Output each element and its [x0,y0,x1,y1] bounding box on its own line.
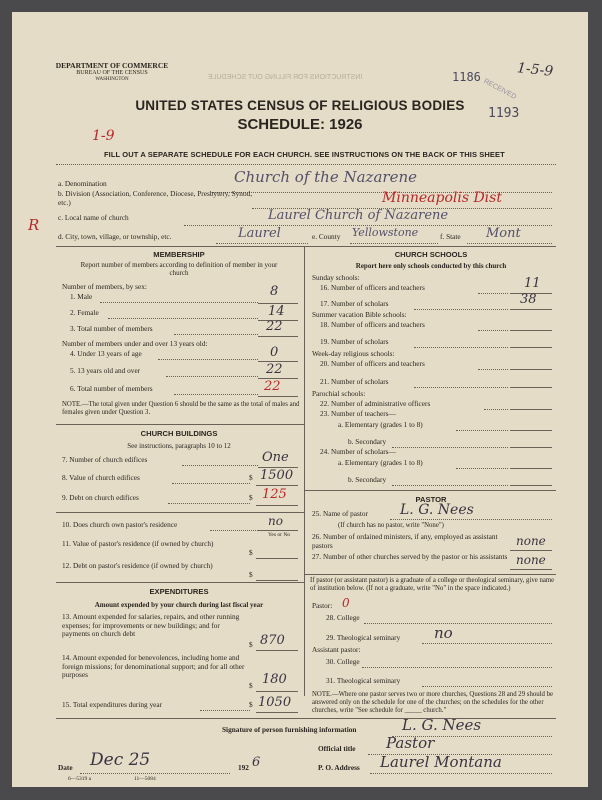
q1-label: 1. Male [70,292,93,301]
stamp-number-1: 1186 [452,70,481,84]
schools-heading: CHURCH SCHOOLS [394,250,468,259]
division-label: b. Division (Association, Conference, Diocese, Presbytery, Synod, etc.) [58,189,253,207]
q25-label: 25. Name of pastor [312,509,368,518]
q16-label: 16. Number of officers and teachers [320,283,425,292]
q15-label: 15. Total expenditures during year [62,700,163,709]
local-name-label: c. Local name of church [58,213,129,222]
q2-label: 2. Female [70,308,99,317]
q31-label: 31. Theological seminary [326,676,401,685]
buildings-subheading: See instructions, paragraphs 10 to 12 [127,442,231,450]
form-code-2: 11—5084 [134,776,156,782]
weekday-label: Week-day religious schools: [312,349,395,358]
census-schedule-sheet: INSTRUCTIONS FOR FILLING OUT SCHEDULE DEPARTMENT OF COMMERCE BUREAU OF THE CENSUS WASHINGTON 1186 1193 RECEIVED 1-5-9 UNITED STATES CENSUS OF RELIGIOUS BODIES SCHEDULE: 1926 1-9 FILL OUT A SEPARATE SCHEDULE FOR EACH CHURCH. SEE INSTRUCTIONS ON THE BACK OF THIS SHEET R a. Denomination Church of the Nazarene b. Division (Association, Conference, Diocese, Presbytery, Synod, etc.) Minneapolis Dist c. Local name of church Laurel Church of Nazarene d. City, town, village, or township, etc. Laurel e. County Yellowstone f. State Mont MEMBERSHIP Report number of members according to definition of member in your church Number of members, by sex: 1. Male 8 2. Female 14 3. Total number of members 22 Number of members under and over 13 years old: 4. Under 13 years of age 0 5. 13 years old and over 22 6. Total number of members 22 NOTE.—The total given under Question 6 should be the same as the total of males and females given under Question 3. CHURCH BUILDINGS See instructions, paragraphs 10 to 12 7. Number of church edifices One 8. Value of church edifices $ 1500 9. Debt on church edifices $ 125 10. Does church own pastor's residence no Yes or No 11. Value of pastor's residence (if owned by church) $ 12. Debt on pastor's residence (if owned by church) $ EXPENDITURES Amount expended by your church during last fiscal year 13. Amount expended for salaries, repairs, and other running expenses; for improvements or new buildings; and for payments on church debt $ 870 14. Amount expended for benevolences, including home and foreign missions; for denominational support; and for all other purposes $ 180 15. Total expenditures during year $ 1050 CHURCH SCHOOLS Report here only schools conducted by this church Sunday schools: 16. Number of officers and teachers 11 17. Number of scholars 38 Summer vacation Bible schools: 18. Number of officers and teachers 19. Number of scholars Week-day religious schools: 20. Number of officers and teachers 21. Number of scholars Parochial schools: 22. Number of administrative officers 23. Number of teachers— a. Elementary (grades 1 to 8) b. Secondary 24. Number of scholars— a. Elementary (grades 1 to 8) b. Secondary PASTOR 25. Name of pastor L. G. Nees (If church has no pastor, write "None") 26. Number of ordained ministers, if any, employed as assistant pastors none 27. Number of other churches served by the pastor or his assistants none If pastor (or assistant pastor) is a graduate of a college or theological seminary, give name of institution below. (If not a graduate, write "No" in the space indicated.) Pastor: 0 28. College 29. Theological seminary no Assistant pastor: 30. College 31. Theological seminary NOTE.—Where one pastor serves two or more churches, Questions 28 and 29 should be answered only on the schedule for one of the churches; on the schedules for the other churches, write "See schedule for _____ church." Signature of person furnishing information L. G. Nees Official title Pastor Date Dec 25 192 6 P. O. Address Laurel Montana 6—5319 a 11—5084 [12,12,588,787]
q24a-label: a. Elementary (grades 1 to 8) [338,458,423,467]
q30-label: 30. College [326,657,360,666]
church-edifices-count: One [262,450,289,465]
q17-label: 17. Number of scholars [320,299,389,308]
q22-label: 22. Number of administrative officers [320,399,431,408]
pastor-graduate-label: Pastor: [312,601,333,610]
q21-label: 21. Number of scholars [320,377,389,386]
form-code: 6—5319 a [68,776,92,782]
po-address-value: Laurel Montana [380,753,502,771]
denomination-value: Church of the Nazarene [234,168,417,186]
year-value: 6 [252,755,261,770]
q26-label: 26. Number of ordained ministers, if any, employed as assistant pastors [312,532,498,550]
red-mark-left: R [28,216,40,234]
received-stamp: RECEIVED [482,78,518,101]
under-13-count: 0 [270,345,279,360]
form-title: UNITED STATES CENSUS OF RELIGIOUS BODIES [135,98,465,113]
membership-subheading: Report number of members according to definition of member in your church [80,261,278,278]
date-value: Dec 25 [90,750,151,770]
q14-label: 14. Amount expended for benevolences, including home and foreign missions; for denominational support; and for all other purposes [62,653,245,680]
bureau-city: WASHINGTON [95,77,129,83]
po-address-label: P. O. Address [318,763,360,772]
owns-residence-value: no [268,514,283,528]
buildings-heading: CHURCH BUILDINGS [140,429,218,438]
q10-label: 10. Does church own pastor's residence [62,520,178,529]
q28-label: 28. College [326,613,360,622]
sunday-label: Sunday schools: [312,273,360,282]
q23b-label: b. Secondary [348,437,387,446]
signature-value: L. G. Nees [402,716,482,734]
seminary-value: no [434,624,453,642]
q4-label: 4. Under 13 years of age [70,349,142,358]
total-expenditures-value: 1050 [258,695,292,710]
age-label: Number of members under and over 13 years old: [62,339,208,348]
other-churches-value: none [516,553,546,567]
total-members-q3: 22 [266,319,283,334]
date-label: Date [58,763,73,772]
sunday-officers-value: 11 [524,276,541,291]
city-value: Laurel [238,226,281,241]
q7-label: 7. Number of church edifices [62,455,148,464]
q5-label: 5. 13 years old and over [70,366,141,375]
q23-label: 23. Number of teachers— [320,409,396,418]
assistant-pastor-label: Assistant pastor: [312,645,361,654]
graduate-instructions: If pastor (or assistant pastor) is a graduate of a college or theological seminary, give name of institution below. (If not a graduate, write "No" in the space indicated.) [310,577,555,593]
corner-note: 1-5-9 [516,60,554,80]
official-title-label: Official title [318,744,356,753]
sunday-scholars-value: 38 [520,292,537,307]
signature-label: Signature of person furnishing information [222,725,357,734]
q19-label: 19. Number of scholars [320,337,389,346]
parochial-label: Parochial schools: [312,389,366,398]
q9-label: 9. Debt on church edifices [62,493,139,502]
church-edifices-value: 1500 [260,468,294,483]
red-mark-top: 1-9 [92,128,115,144]
expenditures-subheading: Amount expended by your church during last fiscal year [94,601,264,609]
female-count: 14 [268,304,285,319]
q24-label: 24. Number of scholars— [320,447,396,456]
bureau-name: BUREAU OF THE CENSUS [76,70,148,77]
official-title-value: Pastor [386,734,435,752]
benevolences-value: 180 [262,672,287,687]
denomination-label: a. Denomination [58,179,107,188]
schools-subheading: Report here only schools conducted by this church [355,262,507,270]
q18-label: 18. Number of officers and teachers [320,320,425,329]
membership-note: NOTE.—The total given under Question 6 should be the same as the total of males and females given under Question 3. [62,401,300,417]
summer-label: Summer vacation Bible schools: [312,310,407,319]
pastor-hint: (If church has no pastor, write "None") [338,522,444,529]
by-sex-label: Number of members, by sex: [62,282,147,291]
q3-label: 3. Total number of members [70,324,153,333]
q23a-label: a. Elementary (grades 1 to 8) [338,420,423,429]
q20-label: 20. Number of officers and teachers [320,359,425,368]
local-name-value: Laurel Church of Nazarene [268,208,449,223]
church-debt-value: 125 [262,487,287,502]
bleed-through-text: INSTRUCTIONS FOR FILLING OUT SCHEDULE [208,74,363,81]
running-expenses-value: 870 [260,633,285,648]
pastor-name-value: L. G. Nees [400,502,474,518]
county-label: e. County [312,232,341,241]
state-value: Mont [486,226,521,241]
county-value: Yellowstone [352,226,419,239]
q24b-label: b. Secondary [348,475,387,484]
q11-label: 11. Value of pastor's residence (if owned by church) [62,539,214,548]
q8-label: 8. Value of church edifices [62,473,140,482]
year-prefix: 192 [238,763,249,772]
expenditures-heading: EXPENDITURES [149,587,209,596]
yes-no-hint: Yes or No [268,532,291,538]
male-count: 8 [270,284,279,299]
assistant-ministers-value: none [516,534,546,548]
department-header [46,62,178,83]
stamp-number-2: 1193 [488,106,520,121]
over-13-count: 22 [266,362,283,377]
pastor-heading: PASTOR [415,495,447,504]
department-name: DEPARTMENT OF COMMERCE [55,61,169,70]
q6-label: 6. Total number of members [70,384,153,393]
membership-heading: MEMBERSHIP [153,250,205,259]
q13-label: 13. Amount expended for salaries, repairs, and other running expenses; for improvements or new buildings; and for payments on church debt [62,612,240,639]
column-divider [304,246,305,696]
q27-label: 27. Number of other churches served by the pastor or his assistants [312,552,508,561]
pastor-graduate-mark: 0 [342,596,350,610]
city-label: d. City, town, village, or township, etc. [58,232,172,241]
pastor-note: NOTE.—Where one pastor serves two or more churches, Questions 28 and 29 should be answered only on the schedule for one of the churches; on the schedules for the other churches, write "See schedule for _____ church." [312,691,554,715]
state-label: f. State [440,232,461,241]
q29-label: 29. Theological seminary [326,633,401,642]
form-subtitle: SCHEDULE: 1926 [237,116,363,133]
q12-label: 12. Debt on pastor's residence (if owned by church) [62,561,213,570]
division-value: Minneapolis Dist [382,190,502,206]
instructions-banner: FILL OUT A SEPARATE SCHEDULE FOR EACH CHURCH. SEE INSTRUCTIONS ON THE BACK OF THIS SHEET [104,150,505,159]
total-members-q6: 22 [264,379,281,394]
